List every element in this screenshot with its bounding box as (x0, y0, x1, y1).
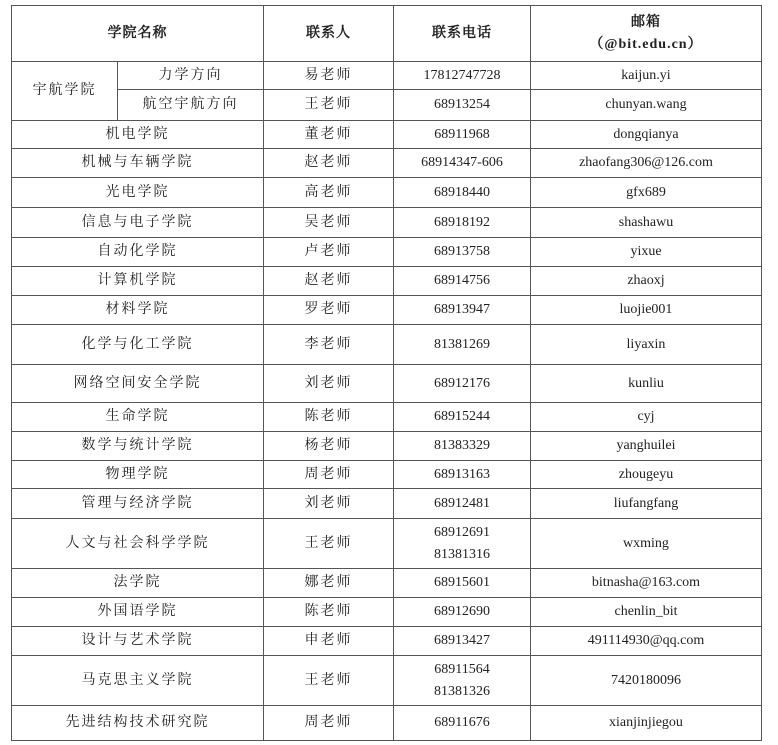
contact-cell: 陈老师 (264, 403, 394, 432)
contact-cell: 赵老师 (264, 267, 394, 296)
direction-cell: 力学方向 (118, 62, 264, 90)
contact-cell: 李老师 (264, 325, 394, 365)
email-cell: 7420180096 (531, 656, 762, 706)
table-row (12, 569, 762, 598)
contact-cell: 刘老师 (264, 365, 394, 403)
college-name-cell: 宇航学院 (12, 62, 118, 121)
email-cell: kunliu (531, 365, 762, 403)
header-email-label: 邮箱 (631, 14, 661, 30)
email-cell: zhaoxj (531, 267, 762, 296)
table-row (12, 519, 762, 569)
table-row (12, 90, 762, 121)
table-row (12, 238, 762, 267)
email-cell: kaijun.yi (531, 62, 762, 90)
phone-cell: 68913947 (394, 296, 531, 325)
header-email (531, 6, 762, 62)
college-name-cell: 人文与社会科学学院 (12, 519, 264, 569)
college-name-cell: 材料学院 (12, 296, 264, 325)
phone-line: 81381316 (434, 546, 490, 562)
college-name-cell: 自动化学院 (12, 238, 264, 267)
phone-cell: 68912176 (394, 365, 531, 403)
table-row (12, 178, 762, 208)
email-cell: liyaxin (531, 325, 762, 365)
phone-cell: 68912481 (394, 489, 531, 519)
contact-cell: 周老师 (264, 461, 394, 489)
contact-cell: 陈老师 (264, 598, 394, 627)
contact-cell: 赵老师 (264, 149, 394, 178)
email-cell: yanghuilei (531, 432, 762, 461)
college-name-cell: 光电学院 (12, 178, 264, 208)
college-name-cell: 机械与车辆学院 (12, 149, 264, 178)
email-cell: luojie001 (531, 296, 762, 325)
college-name-cell: 计算机学院 (12, 267, 264, 296)
phone-cell (394, 519, 531, 569)
table-row (12, 598, 762, 627)
college-name-cell: 物理学院 (12, 461, 264, 489)
college-name-cell: 设计与艺术学院 (12, 627, 264, 656)
table-row (12, 267, 762, 296)
table-row (12, 62, 762, 90)
email-cell: shashawu (531, 208, 762, 238)
phone-line: 81381326 (434, 683, 490, 699)
contact-cell: 吴老师 (264, 208, 394, 238)
email-cell: chunyan.wang (531, 90, 762, 121)
college-name-cell: 网络空间安全学院 (12, 365, 264, 403)
contact-cell: 卢老师 (264, 238, 394, 267)
contact-cell: 杨老师 (264, 432, 394, 461)
contact-cell: 罗老师 (264, 296, 394, 325)
email-cell: gfx689 (531, 178, 762, 208)
table-row (12, 208, 762, 238)
college-name-cell: 信息与电子学院 (12, 208, 264, 238)
table-row (12, 365, 762, 403)
contact-cell: 王老师 (264, 519, 394, 569)
table-row (12, 461, 762, 489)
phone-cell: 68918440 (394, 178, 531, 208)
contact-cell: 王老师 (264, 90, 394, 121)
contact-cell: 周老师 (264, 706, 394, 741)
direction-cell: 航空宇航方向 (118, 90, 264, 121)
phone-cell: 17812747728 (394, 62, 531, 90)
header-phone: 联系电话 (394, 6, 531, 62)
phone-cell: 68913758 (394, 238, 531, 267)
college-name-cell: 马克思主义学院 (12, 656, 264, 706)
contact-cell: 董老师 (264, 121, 394, 149)
college-name-cell: 生命学院 (12, 403, 264, 432)
college-name-cell: 管理与经济学院 (12, 489, 264, 519)
phone-cell: 68913163 (394, 461, 531, 489)
table-row (12, 706, 762, 741)
table-row (12, 627, 762, 656)
email-cell: zhaofang306@126.com (531, 149, 762, 178)
phone-cell: 68913427 (394, 627, 531, 656)
contact-cell: 娜老师 (264, 569, 394, 598)
phone-cell: 68915244 (394, 403, 531, 432)
phone-cell: 68913254 (394, 90, 531, 121)
college-name-cell: 机电学院 (12, 121, 264, 149)
phone-cell: 68911968 (394, 121, 531, 149)
email-cell: zhougeyu (531, 461, 762, 489)
contact-cell: 易老师 (264, 62, 394, 90)
table-row (12, 149, 762, 178)
college-name-cell: 化学与化工学院 (12, 325, 264, 365)
table-row (12, 325, 762, 365)
college-name-cell: 数学与统计学院 (12, 432, 264, 461)
phone-cell: 68914347-606 (394, 149, 531, 178)
table-row (12, 489, 762, 519)
college-name-cell: 先进结构技术研究院 (12, 706, 264, 741)
header-row (12, 6, 762, 62)
table-row (12, 656, 762, 706)
phone-cell: 68915601 (394, 569, 531, 598)
email-cell: cyj (531, 403, 762, 432)
phone-cell: 68914756 (394, 267, 531, 296)
contact-cell: 王老师 (264, 656, 394, 706)
email-cell: wxming (531, 519, 762, 569)
contacts-table (11, 5, 762, 741)
college-name-cell: 法学院 (12, 569, 264, 598)
phone-cell: 68918192 (394, 208, 531, 238)
table-row (12, 403, 762, 432)
email-cell: bitnasha@163.com (531, 569, 762, 598)
table-row (12, 296, 762, 325)
table-row (12, 432, 762, 461)
phone-cell: 68912690 (394, 598, 531, 627)
phone-cell: 68911676 (394, 706, 531, 741)
email-cell: 491114930@qq.com (531, 627, 762, 656)
header-college: 学院名称 (12, 6, 264, 62)
email-cell: xianjinjiegou (531, 706, 762, 741)
email-cell: yixue (531, 238, 762, 267)
phone-cell: 81381269 (394, 325, 531, 365)
phone-cell (394, 656, 531, 706)
phone-cell: 81383329 (394, 432, 531, 461)
header-contact: 联系人 (264, 6, 394, 62)
phone-line: 68912691 (434, 524, 490, 540)
contact-cell: 申老师 (264, 627, 394, 656)
college-name-cell: 外国语学院 (12, 598, 264, 627)
email-cell: dongqianya (531, 121, 762, 149)
header-email-domain: （@bit.edu.cn） (589, 36, 703, 52)
contact-cell: 高老师 (264, 178, 394, 208)
table-row (12, 121, 762, 149)
phone-line: 68911564 (434, 661, 490, 677)
contact-cell: 刘老师 (264, 489, 394, 519)
email-cell: chenlin_bit (531, 598, 762, 627)
email-cell: liufangfang (531, 489, 762, 519)
